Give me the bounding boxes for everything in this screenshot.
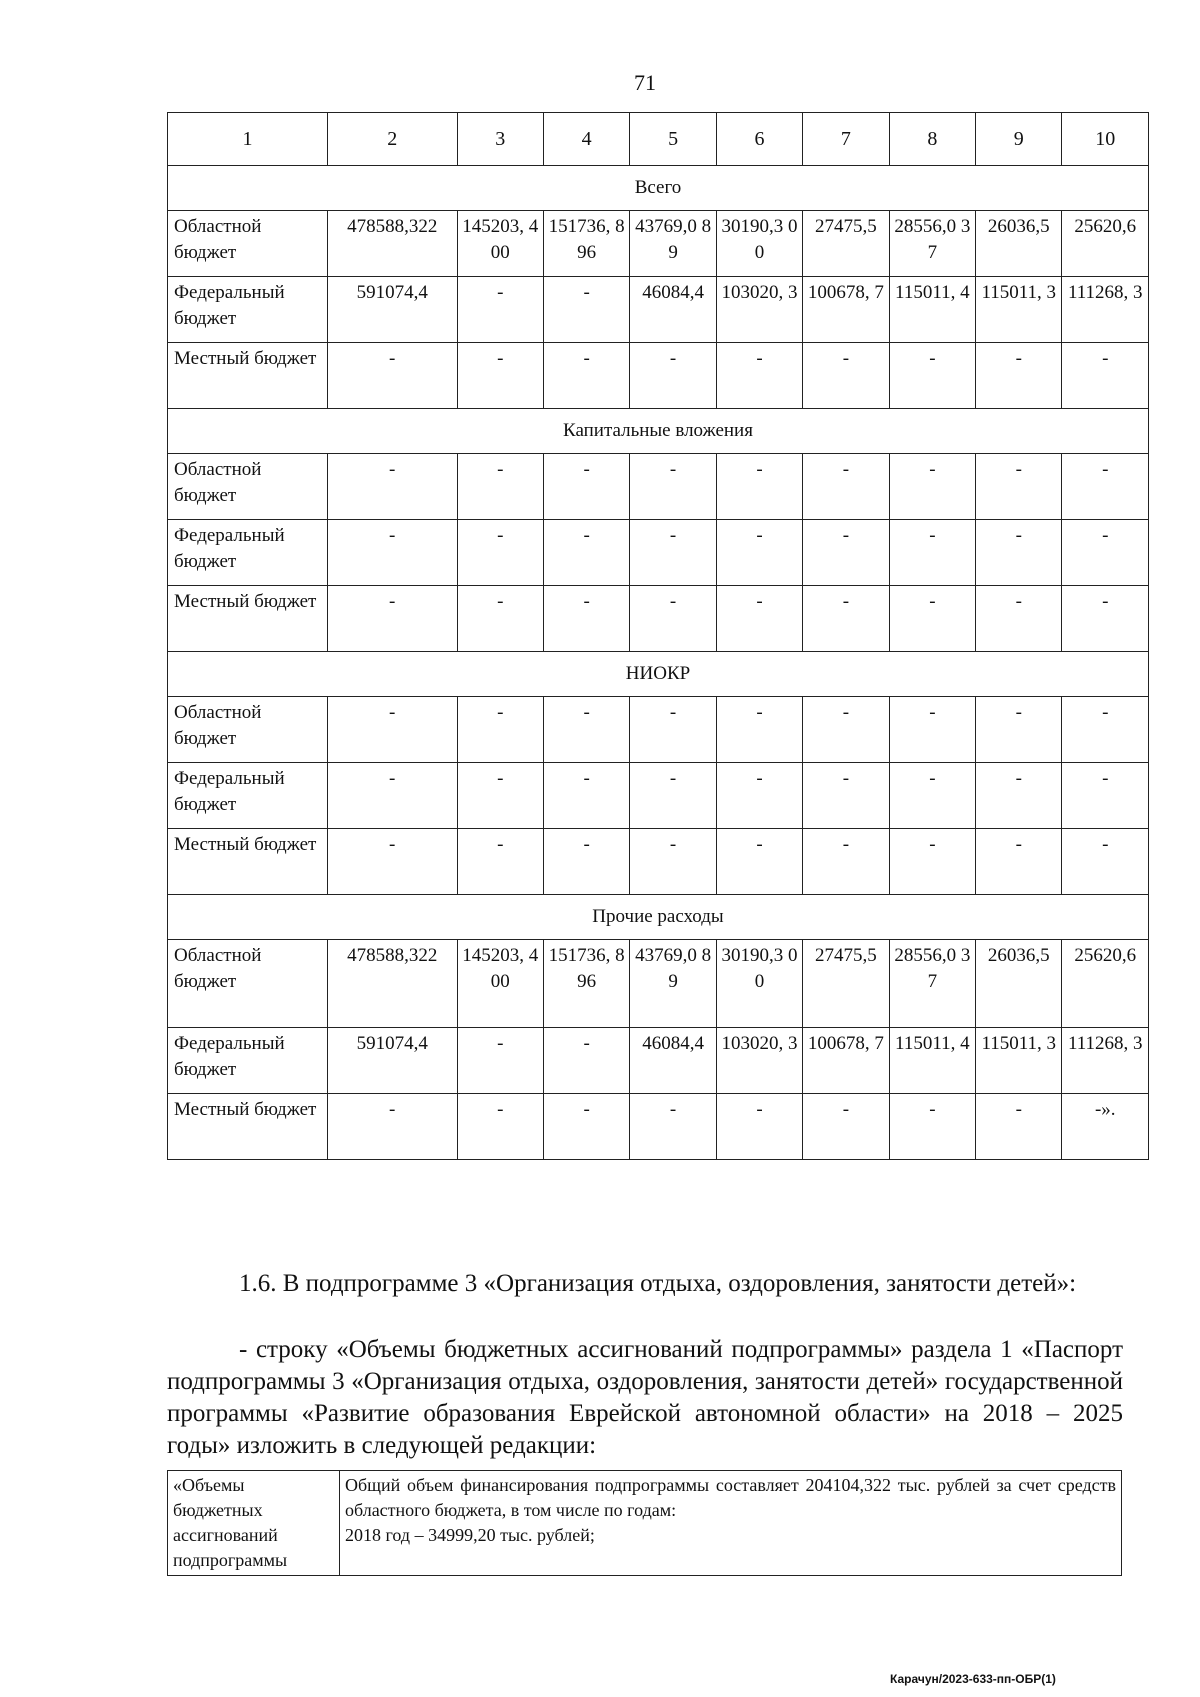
table-row (168, 586, 1149, 652)
value-cell: - (327, 454, 457, 520)
value-cell: - (976, 697, 1062, 763)
paragraph-2 (167, 1334, 1123, 1462)
value-cell: - (543, 829, 629, 895)
value-cell: - (327, 763, 457, 829)
value-cell: - (630, 763, 716, 829)
row-label: Федеральный бюджет (168, 1028, 328, 1094)
table-row (168, 211, 1149, 277)
value-cell: - (803, 829, 889, 895)
value-cell: - (976, 454, 1062, 520)
value-cell: - (630, 520, 716, 586)
value-cell: 115011, 3 (976, 277, 1062, 343)
value-cell: 478588,322 (327, 211, 457, 277)
table-row (168, 1028, 1149, 1094)
value-cell: - (889, 454, 975, 520)
section-row (168, 166, 1149, 211)
passport-label: «Объемы бюджетных ассигнований подпрограммы (168, 1471, 340, 1576)
document-footer: Карачун/2023-633-пп-ОБР(1) (890, 1672, 1056, 1686)
passport-table (167, 1470, 1122, 1576)
value-cell: 30190,3 00 (716, 211, 802, 277)
value-cell: - (457, 763, 543, 829)
value-cell: - (716, 454, 802, 520)
section-row (168, 652, 1149, 697)
value-cell: - (630, 586, 716, 652)
value-cell: - (543, 697, 629, 763)
header-cell: 8 (889, 113, 975, 166)
value-cell: - (1062, 454, 1149, 520)
value-cell: 151736, 896 (543, 211, 629, 277)
value-cell: 27475,5 (803, 940, 889, 1028)
value-cell: - (543, 454, 629, 520)
table-row (168, 940, 1149, 1028)
value-cell: - (803, 697, 889, 763)
value-cell: 25620,6 (1062, 940, 1149, 1028)
value-cell: - (327, 1094, 457, 1160)
value-cell: 100678, 7 (803, 277, 889, 343)
header-cell: 4 (543, 113, 629, 166)
row-label: Федеральный бюджет (168, 763, 328, 829)
value-cell: 145203, 400 (457, 211, 543, 277)
header-cell: 9 (976, 113, 1062, 166)
value-cell: 111268, 3 (1062, 1028, 1149, 1094)
row-label: Местный бюджет (168, 343, 328, 409)
section-row (168, 409, 1149, 454)
value-cell: 103020, 3 (716, 277, 802, 343)
value-cell: 46084,4 (630, 1028, 716, 1094)
value-cell: - (1062, 520, 1149, 586)
value-cell: 478588,322 (327, 940, 457, 1028)
value-cell: 26036,5 (976, 940, 1062, 1028)
value-cell: - (976, 763, 1062, 829)
row-label: Областной бюджет (168, 697, 328, 763)
row-label: Федеральный бюджет (168, 277, 328, 343)
value-cell: 103020, 3 (716, 1028, 802, 1094)
value-cell: - (630, 454, 716, 520)
value-cell: - (327, 520, 457, 586)
value-cell: - (543, 1094, 629, 1160)
section-title: Капитальные вложения (168, 409, 1149, 454)
section-title: Прочие расходы (168, 895, 1149, 940)
value-cell: - (457, 586, 543, 652)
passport-content (340, 1471, 1122, 1576)
section-row (168, 895, 1149, 940)
value-cell: - (716, 343, 802, 409)
row-label: Местный бюджет (168, 1094, 328, 1160)
value-cell: 28556,0 37 (889, 940, 975, 1028)
value-cell: 115011, 4 (889, 277, 975, 343)
value-cell: - (716, 520, 802, 586)
row-label: Федеральный бюджет (168, 520, 328, 586)
paragraph-1 (167, 1268, 1123, 1300)
table-row (168, 520, 1149, 586)
passport-text-2: 2018 год – 34999,20 тыс. рублей; (345, 1525, 595, 1545)
value-cell: - (889, 829, 975, 895)
row-label: Областной бюджет (168, 940, 328, 1028)
value-cell: 30190,3 00 (716, 940, 802, 1028)
value-cell: - (976, 829, 1062, 895)
value-cell: - (716, 1094, 802, 1160)
value-cell: - (976, 520, 1062, 586)
value-cell: - (976, 1094, 1062, 1160)
section-title: НИОКР (168, 652, 1149, 697)
table-row (168, 1094, 1149, 1160)
value-cell: - (630, 697, 716, 763)
paragraph-1-text: 1.6. В подпрограмме 3 «Организация отдыха, оздоровления, занятости детей»: (239, 1270, 1077, 1297)
value-cell: 591074,4 (327, 277, 457, 343)
value-cell: 46084,4 (630, 277, 716, 343)
value-cell: - (889, 586, 975, 652)
section-title: Всего (168, 166, 1149, 211)
value-cell: - (976, 586, 1062, 652)
value-cell: - (327, 697, 457, 763)
row-label: Областной бюджет (168, 454, 328, 520)
value-cell: - (630, 1094, 716, 1160)
value-cell: 26036,5 (976, 211, 1062, 277)
table-row (168, 697, 1149, 763)
value-cell: - (457, 277, 543, 343)
header-cell: 1 (168, 113, 328, 166)
value-cell: 151736, 896 (543, 940, 629, 1028)
value-cell: 145203, 400 (457, 940, 543, 1028)
value-cell: - (976, 343, 1062, 409)
value-cell: - (803, 586, 889, 652)
row-label: Местный бюджет (168, 829, 328, 895)
budget-table-body (168, 113, 1149, 1160)
passport-text-1: Общий объем финансирования подпрограммы составляет 204104,322 тыс. рублей за счет средств областного бюджета, в том числе по годам: (345, 1475, 1116, 1520)
table-row (168, 454, 1149, 520)
value-cell: - (543, 763, 629, 829)
value-cell: - (889, 520, 975, 586)
table-row (168, 829, 1149, 895)
value-cell: 28556,0 37 (889, 211, 975, 277)
value-cell: - (630, 829, 716, 895)
passport-row (168, 1471, 1122, 1576)
paragraph-2-text: - строку «Объемы бюджетных ассигнований подпрограммы» раздела 1 «Паспорт подпрограммы 3 «Организация отдыха, оздоровления, занятости детей» государственной программы «Развитие образования Еврейской автономной области» на 2018 – 2025 годы» изложить в следующей редакции: (167, 1336, 1123, 1459)
value-cell: - (543, 277, 629, 343)
value-cell: - (803, 454, 889, 520)
value-cell: - (457, 1094, 543, 1160)
value-cell: - (889, 697, 975, 763)
value-cell: - (630, 343, 716, 409)
value-cell: - (457, 454, 543, 520)
value-cell: 100678, 7 (803, 1028, 889, 1094)
value-cell: - (803, 1094, 889, 1160)
value-cell: 43769,0 89 (630, 940, 716, 1028)
value-cell: - (803, 343, 889, 409)
value-cell: - (716, 586, 802, 652)
value-cell: - (1062, 343, 1149, 409)
value-cell: - (803, 763, 889, 829)
value-cell: 111268, 3 (1062, 277, 1149, 343)
value-cell: 115011, 4 (889, 1028, 975, 1094)
value-cell: - (1062, 586, 1149, 652)
value-cell: - (457, 697, 543, 763)
value-cell: - (716, 763, 802, 829)
header-cell: 7 (803, 113, 889, 166)
value-cell: 25620,6 (1062, 211, 1149, 277)
row-label: Местный бюджет (168, 586, 328, 652)
value-cell: 43769,0 89 (630, 211, 716, 277)
value-cell: 115011, 3 (976, 1028, 1062, 1094)
value-cell: - (457, 520, 543, 586)
value-cell: - (327, 586, 457, 652)
value-cell: - (457, 1028, 543, 1094)
value-cell: - (543, 343, 629, 409)
value-cell: - (889, 1094, 975, 1160)
value-cell: - (716, 697, 802, 763)
page-number: 71 (634, 70, 656, 95)
value-cell: 27475,5 (803, 211, 889, 277)
table-row (168, 763, 1149, 829)
value-cell: 591074,4 (327, 1028, 457, 1094)
table-row (168, 343, 1149, 409)
header-cell: 10 (1062, 113, 1149, 166)
value-cell: - (889, 343, 975, 409)
table-header-row (168, 113, 1149, 166)
value-cell: - (543, 520, 629, 586)
value-cell: - (803, 520, 889, 586)
value-cell: -». (1062, 1094, 1149, 1160)
header-cell: 3 (457, 113, 543, 166)
value-cell: - (457, 343, 543, 409)
value-cell: - (716, 829, 802, 895)
value-cell: - (457, 829, 543, 895)
value-cell: - (1062, 829, 1149, 895)
budget-table (167, 112, 1149, 1160)
value-cell: - (543, 1028, 629, 1094)
row-label: Областной бюджет (168, 211, 328, 277)
value-cell: - (327, 343, 457, 409)
header-cell: 2 (327, 113, 457, 166)
header-cell: 6 (716, 113, 802, 166)
value-cell: - (327, 829, 457, 895)
table-row (168, 277, 1149, 343)
header-cell: 5 (630, 113, 716, 166)
value-cell: - (1062, 763, 1149, 829)
value-cell: - (889, 763, 975, 829)
value-cell: - (543, 586, 629, 652)
value-cell: - (1062, 697, 1149, 763)
